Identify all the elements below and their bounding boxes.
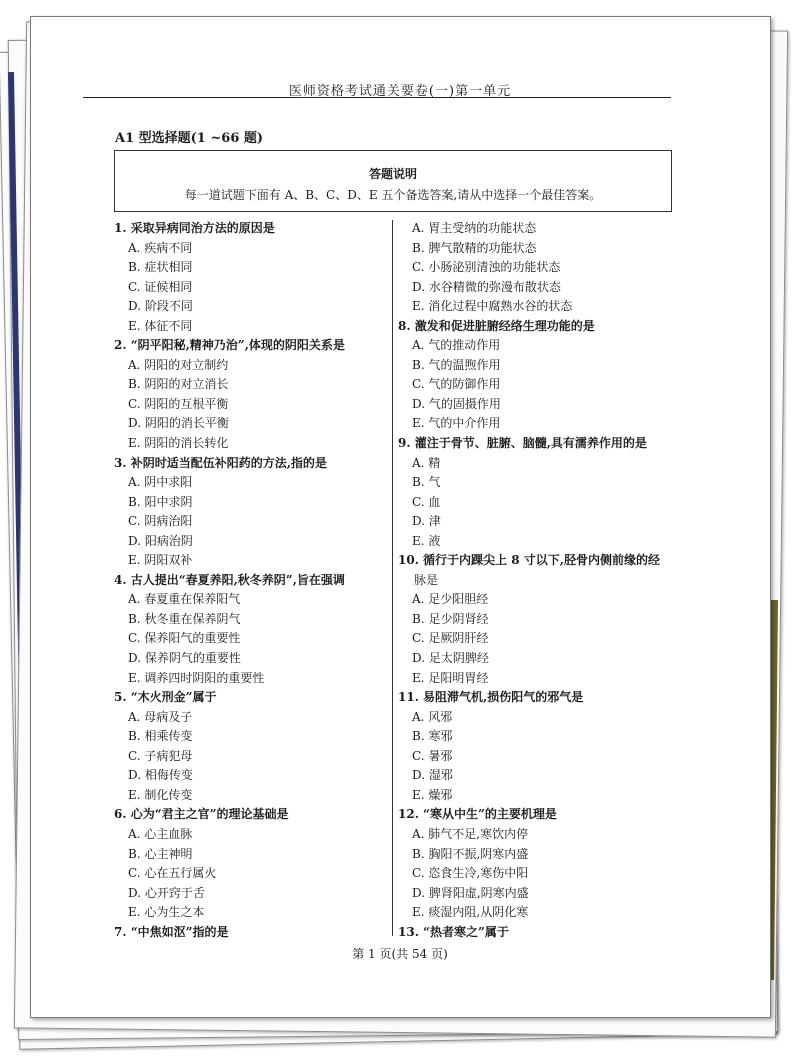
answer-option: A. 精 (412, 455, 441, 470)
answer-option: C. 足厥阴肝经 (412, 631, 489, 646)
answer-option: A. 胃主受纳的功能状态 (412, 221, 537, 235)
answer-option: C. 阴病治阳 (128, 514, 193, 529)
answer-option: D. 阶段不同 (128, 299, 193, 314)
answer-option: A. 春夏重在保养阳气 (128, 592, 241, 607)
answer-option: C. 保养阳气的重要性 (128, 631, 241, 646)
answer-option: D. 脾肾阳虚,阴寒内盛 (412, 885, 529, 900)
answer-option: B. 脾气散精的功能状态 (412, 240, 537, 255)
answer-option: C. 子病犯母 (128, 748, 193, 763)
answer-option: E. 阴阳的消长转化 (128, 436, 229, 451)
answer-option: C. 气的防御作用 (412, 377, 501, 392)
answer-option: E. 制化传变 (128, 787, 193, 802)
answer-option: A. 心主血脉 (128, 826, 193, 841)
answer-option: A. 肺气不足,寒饮内停 (412, 826, 529, 841)
answer-option: E. 足阳明胃经 (412, 670, 489, 685)
right-column (398, 219, 672, 942)
question-stem: 7. “中焦如沤”指的是 (114, 924, 229, 939)
instructions-title: 答题说明 (368, 167, 417, 181)
answer-option: B. 相乘传变 (128, 729, 193, 744)
section-title: A1 型选择题(1 ~66 题) (115, 131, 264, 146)
answer-option: D. 水谷精微的弥漫布散状态 (412, 279, 561, 294)
answer-option: A. 风邪 (412, 709, 453, 724)
answer-option: E. 气的中介作用 (412, 416, 501, 431)
answer-option: D. 保养阴气的重要性 (128, 651, 241, 666)
answer-option: C. 证候相同 (128, 279, 193, 294)
answer-option: B. 阳中求阴 (128, 494, 193, 509)
question-stem: 10. 循行于内踝尖上 8 寸以下,胫骨内侧前缘的经 (398, 553, 660, 568)
answer-option: A. 阴阳的对立制约 (128, 357, 229, 372)
column-divider (392, 220, 393, 936)
answer-option: E. 心为生之本 (128, 905, 205, 920)
left-column (114, 219, 386, 942)
question-stem: 1. 采取异病同治方法的原因是 (114, 221, 275, 235)
answer-option: C. 心在五行属火 (128, 866, 217, 881)
answer-option: C. 阴阳的互根平衡 (128, 396, 229, 411)
running-header: 医师资格考试通关要卷(一)第一单元 (288, 84, 512, 99)
header-rule (83, 97, 671, 98)
answer-option: E. 液 (412, 533, 441, 548)
answer-option: E. 痰湿内阻,从阴化寒 (412, 905, 529, 920)
answer-option: E. 体征不同 (128, 318, 193, 333)
answer-option: E. 燥邪 (412, 787, 453, 802)
answer-option: D. 湿邪 (412, 768, 453, 783)
question-stem: 12. “寒从中生”的主要机理是 (398, 807, 557, 822)
answer-option: C. 血 (412, 494, 441, 509)
question-stem: 3. 补阴时适当配伍补阳药的方法,指的是 (114, 455, 327, 470)
answer-option: C. 暑邪 (412, 748, 453, 763)
answer-option: D. 足太阴脾经 (412, 651, 489, 666)
instructions-box (114, 150, 672, 212)
answer-option: E. 消化过程中腐熟水谷的状态 (412, 299, 573, 314)
answer-option: B. 胸阳不振,阴寒内盛 (412, 846, 529, 861)
question-stem: 4. 古人提出“春夏养阳,秋冬养阴”,旨在强调 (114, 572, 345, 587)
answer-option: D. 阳病治阴 (128, 533, 193, 548)
answer-option: C. 恣食生冷,寒伤中阳 (412, 866, 529, 881)
answer-option: B. 寒邪 (412, 729, 453, 744)
answer-option: A. 气的推动作用 (412, 338, 501, 353)
instructions-text: 每一道试题下面有 A、B、C、D、E 五个备选答案,请从中选择一个最佳答案。 (184, 188, 602, 202)
answer-option: B. 阴阳的对立消长 (128, 377, 229, 392)
answer-option: D. 津 (412, 514, 441, 529)
question-stem: 5. “木火刑金”属于 (114, 690, 217, 705)
question-stem: 8. 激发和促进脏腑经络生理功能的是 (398, 318, 595, 333)
question-stem: 13. “热者寒之”属于 (398, 924, 509, 939)
answer-option: B. 气的温煦作用 (412, 357, 501, 372)
question-stem: 6. 心为“君主之官”的理论基础是 (114, 807, 289, 822)
answer-option: B. 症状相同 (128, 260, 193, 275)
question-stem: 11. 易阻滞气机,损伤阳气的邪气是 (398, 690, 584, 705)
answer-option: D. 相侮传变 (128, 768, 193, 783)
question-stem: 脉是 (414, 572, 439, 587)
answer-option: C. 小肠泌别清浊的功能状态 (412, 260, 561, 275)
answer-option: D. 气的固摄作用 (412, 396, 501, 411)
page-number: 第 1 页(共 54 页) (352, 947, 448, 961)
answer-option: B. 秋冬重在保养阴气 (128, 611, 241, 626)
answer-option: E. 阴阳双补 (128, 553, 193, 568)
answer-option: A. 阴中求阳 (128, 475, 193, 490)
answer-option: A. 母病及子 (128, 709, 193, 724)
answer-option: A. 疾病不同 (128, 240, 193, 255)
answer-option: B. 气 (412, 475, 441, 490)
answer-option: D. 心开窍于舌 (128, 885, 205, 900)
answer-option: B. 足少阴肾经 (412, 611, 489, 626)
question-stem: 2. “阴平阳秘,精神乃治”,体现的阴阳关系是 (114, 338, 345, 353)
answer-option: A. 足少阳胆经 (412, 592, 489, 607)
answer-option: D. 阴阳的消长平衡 (128, 416, 229, 431)
question-stem: 9. 灌注于骨节、脏腑、脑髓,具有濡养作用的是 (398, 436, 647, 451)
answer-option: E. 调养四时阴阳的重要性 (128, 670, 265, 685)
answer-option: B. 心主神明 (128, 846, 193, 861)
